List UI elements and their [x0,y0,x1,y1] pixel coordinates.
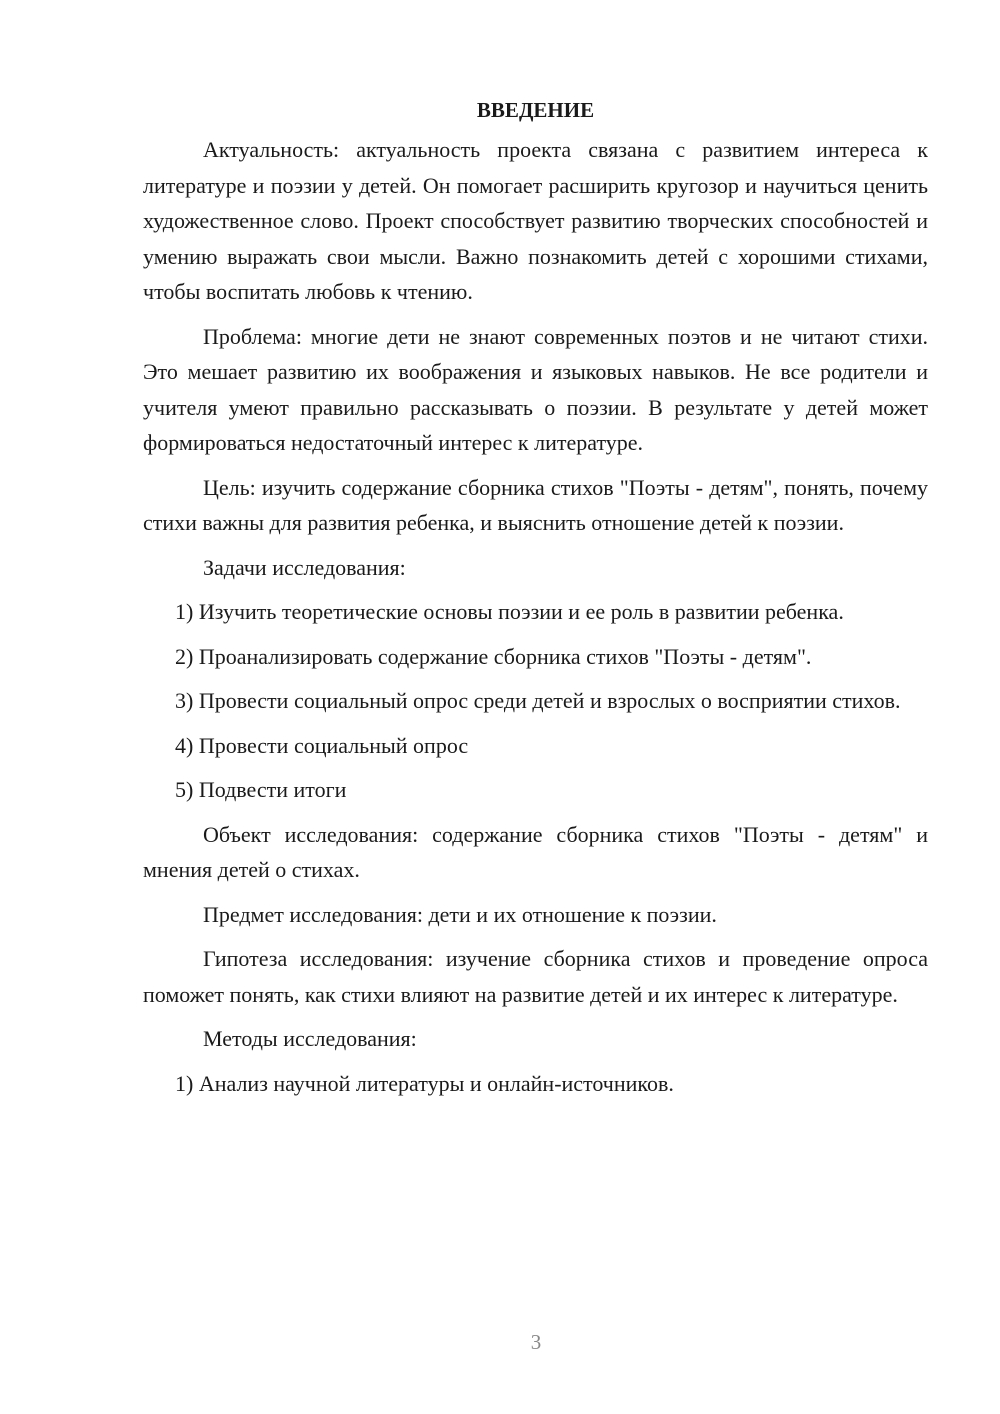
task-item: 3) Провести социальный опрос среди детей и взрослых о восприятии стихов. [175,688,901,713]
method-item: 1) Анализ научной литературы и онлайн-источников. [175,1070,674,1096]
page-number: 3 [530,1330,542,1354]
section-heading: ВВЕДЕНИЕ [476,98,595,122]
task-item: 4) Провести социальный опрос [175,732,469,758]
methods-title: Методы исследования: [203,1026,417,1051]
subject-paragraph: Предмет исследования: дети и их отношение к поэзии. [203,901,717,927]
goal-paragraph: Цель: изучить содержание сборника стихов "Поэты - детям", понять, почему стихи важны для развития ребенка, и выяснить отношение детей к поэзии. [143,474,928,535]
document-page [143,92,928,1110]
task-item: 5) Подвести итоги [175,777,347,802]
task-item: 2) Проанализировать содержание сборника стихов "Поэты - детям". [175,643,812,669]
tasks-title: Задачи исследования: [203,554,406,580]
problem-paragraph: Проблема: многие дети не знают современных поэтов и не читают стихи. Это мешает развитию их воображения и языковых навыков. Не все родители и учителя умеют правильно рассказывать о поэзии. В результате у детей может формироваться недостаточный интерес к литературе. [143,323,928,455]
relevance-paragraph: Актуальность: актуальность проекта связана с развитием интереса к литературе и поэзии у детей. Он помогает расширить кругозор и научиться ценить художественное слово. Проект способствует развитию творческих способностей и умению выражать свои мысли. Важно познакомить детей с хорошими стихами, чтобы воспитать любовь к чтению. [143,137,928,304]
hypothesis-paragraph: Гипотеза исследования: изучение сборника стихов и проведение опроса поможет понять, как стихи влияют на развитие детей и их интерес к литературе. [143,946,928,1007]
task-item: 1) Изучить теоретические основы поэзии и ее роль в развитии ребенка. [175,599,844,624]
object-paragraph: Объект исследования: содержание сборника стихов "Поэты - детям" и мнения детей о стихах. [143,821,928,882]
